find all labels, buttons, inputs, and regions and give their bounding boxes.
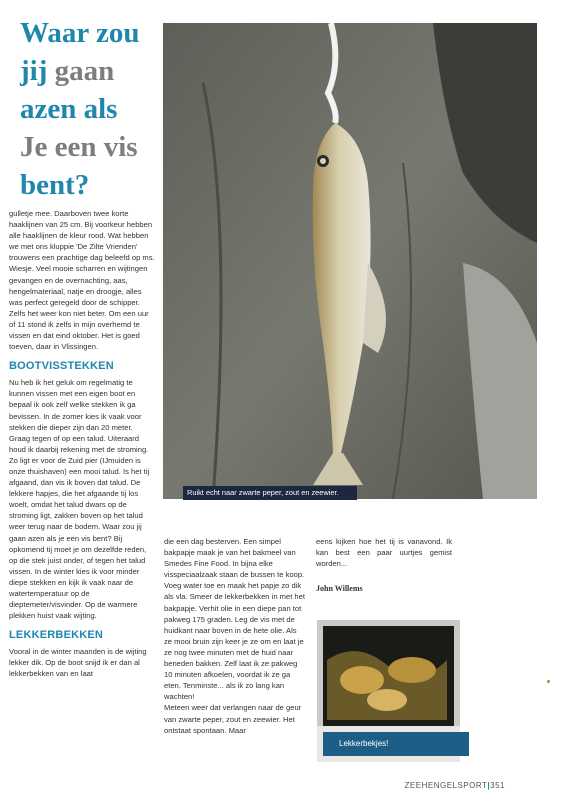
text-column-2: [164, 536, 306, 736]
photo-caption-1: Ruikt echt naar zwarte peper, zout en zeewier.: [183, 486, 357, 500]
final-paragraph: eens kijken hoe het tij is vanavond. Ik kan best een paar uurtjes gemist worden...: [316, 537, 452, 569]
fish-photo: [163, 23, 537, 499]
section-heading-bootvisstekken: BOOTVISSTEKKEN: [9, 360, 114, 373]
title-line-3: azen als: [20, 93, 118, 125]
magazine-name: ZEEHENGELSPORT: [404, 781, 488, 790]
photo-caption-2: Lekkerbekjes!: [323, 732, 469, 756]
page-number: 351: [490, 781, 505, 790]
page-footer: [405, 781, 505, 790]
author-name: John Willems: [316, 584, 363, 594]
title-line-2: jij gaan: [20, 55, 115, 87]
text-column-3: [316, 536, 452, 594]
lekkerbekken-paragraph: Vooral in de winter maanden is de wijting lekker dik. Op de boot snijd ik er dan al lekkerbekken van en laat: [9, 647, 147, 679]
text-column-1: [9, 208, 155, 680]
title-line-5: bent?: [20, 169, 90, 201]
article-title: [20, 14, 160, 204]
title-line-4: Je een vis: [20, 131, 138, 163]
title-line-1: Waar zou: [20, 17, 140, 49]
intro-paragraph: gulletje mee. Daarboven twee korte haaklijnen van 25 cm. Bij voorkeur hebben alle haaklijnen de kleur rood. Wat hebben we met ons kluppie 'De Zilte Vrienden' trouwens een prachtige dag beleefd op ms. Wiesje. Veel mooie scharren en wijtingen gevangen en de overnachting, aas, hengelmateriaal, natje en droogje, alles was perfect geregeld door de schipper. Zelfs het weer kon niet beter. Om een uur of 11 stond ik zelfs in mijn overhemd te vissen en dat eind oktober. Het is goed toeven, daar in Vlissingen.: [9, 209, 155, 352]
whiting-on-line-image: [163, 23, 537, 499]
recipe-paragraph: die een dag besterven. Een simpel bakpapje maak je van het bakmeel van Smedes Fine Food. In bijna elke visspeciaalzaak staan de bussen te koop. Voeg water toe en maak het papje zo dik als vla. Smeer de lekkerbekken in met het bakpapje. Verhit olie in een diepe pan tot pakweg 175 graden. Leg de vis met de huidkant naar boven in de hete olie. Als ze mooi bruin zijn keer je ze om en laat je ze nog twee minuten met de huid naar beneden bakken. Zelf laat ik ze pakweg 10 minuten afkoelen, voordat ik ze ga eten. Tenminste... als ik zo lang kan wachten!: [164, 537, 305, 702]
closing-paragraph: Meteen weer dat verlangen naar de geur van zwarte peper, zout en zeewier. Het ontstaat spontaan. Maar: [164, 703, 302, 735]
footer-separator: |: [487, 781, 491, 790]
section-heading-lekkerbekken: LEKKERBEKKEN: [9, 629, 104, 642]
bootvisstekken-paragraph: Nu heb ik het geluk om regelmatig te kunnen vissen met een eigen boot en bepaal ik ook zelf welke stekken ik ga bevissen. In de zomer kies ik vaak voor stekken die dieper zijn dan 20 meter. Graag tegen of op een talud. Uiteraard houd ik daarbij rekening met de stroming. Zo ligt er voor de Zuid pier (IJmuiden is onze thuishaven) een mooi talud. Is het tij afgaand, dan vis ik boven dat talud. De lekkere hapjes, die het afgaande tij los woelt, omdat het talud dwars op de stroming ligt, zakken boven op het talud weer terug naar de bodem. Waar zou jij gaan azen als je een vis bent? Bij opkomend tij moet je om dezelfde reden, op die stek juist onder, of tegen het talud vissen. In de winter kies ik voor minder diepe stekken en kijk ik vaak naar de watertemperatuur op de dieptemeter/visvinder. Op de warmere plekken huist vaak wijting.: [9, 378, 150, 621]
decorative-dot: [547, 680, 550, 683]
